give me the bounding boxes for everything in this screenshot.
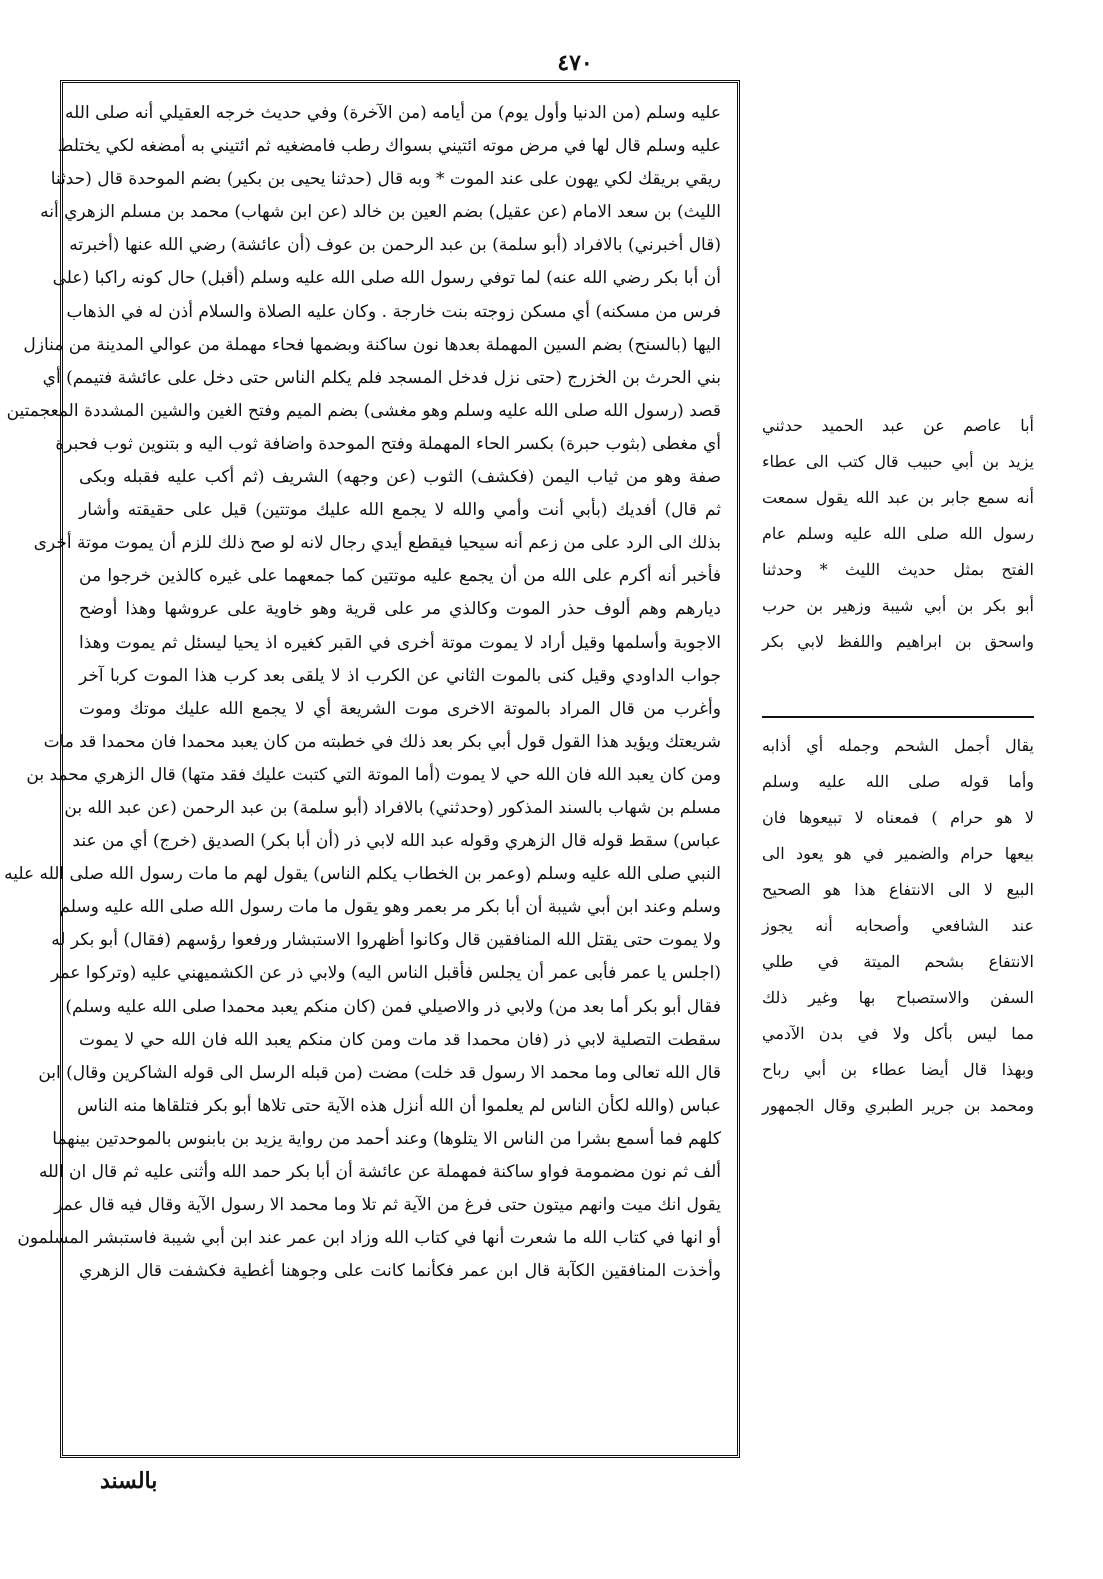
text-line: شريعتك ويؤيد هذا القول قول أبي بكر بعد ذلك في خطبته من كان يعبد محمدا فان محمدا قد مات xyxy=(43,731,721,752)
text-line: الفتح بمثل حديث الليث * وحدثنا xyxy=(762,560,1034,579)
text-line: عند الشافعي وأصحابه أنه يجوز xyxy=(762,916,1034,935)
text-line: بيعها حرام والضمير في هو يعود الى xyxy=(762,844,1034,863)
text-line: يزيد بن أبي حبيب قال كتب الى عطاء xyxy=(762,452,1034,471)
text-line: أبو بكر بن أبي شيبة وزهير بن حرب xyxy=(762,596,1034,615)
text-line: السفن والاستصباح بها وغير ذلك xyxy=(762,988,1034,1007)
margin-text-bottom xyxy=(762,718,1034,1134)
text-line: اليها (بالسنح) بضم السين المهملة بعدها نون ساكنة وبضمها فحاء مهملة من عوالي المدينة من منازل xyxy=(23,334,721,355)
page-number: ٤٧٠ xyxy=(557,50,593,76)
text-line: واسحق بن ابراهيم واللفظ لابي بكر xyxy=(762,632,1034,651)
text-line: وسلم وعند ابن أبي شيبة أن أبا بكر مر بعمر وهو يقول ما مات رسول الله صلى الله عليه وسلم xyxy=(59,897,721,918)
text-line: صفة وهو من ثياب اليمن (فكشف) الثوب (عن وجهه) الشريف (ثم أكب عليه فقبله وبكى xyxy=(79,467,721,488)
text-line: يقول انك ميت وانهم ميتون حتى فرغ من الآية ثم تلا وما محمد الا رسول الآية وقال فيه قال عمر xyxy=(54,1195,721,1216)
text-line: النبي صلى الله عليه وسلم (وعمر بن الخطاب يكلم الناس) يقول لهم ما مات رسول الله صلى الله عليه xyxy=(4,864,721,885)
text-line: وبهذا قال أيضا عطاء بن أبي رباح xyxy=(762,1060,1034,1079)
text-line: (قال أخبرني) بالافراد (أبو سلمة) بن عبد الرحمن بن عوف (أن عائشة) رضي الله عنها (أخبرته xyxy=(69,235,721,256)
text-line: الاجوبة وأسلمها وقيل أراد لا يموت موتة أخرى في القبر كغيره اذ يحيا ليسئل ثم يموت وهذا xyxy=(79,632,721,653)
text-line: وأغرب من قال المراد بالموتة الاخرى موت الشريعة أي لا يجمع الله عليك موتك وموت xyxy=(79,698,721,719)
text-line: قصد (رسول الله صلى الله عليه وسلم وهو مغشى) بضم الميم وفتح الغين والشين المشددة المعجمتين xyxy=(6,400,721,421)
text-line: ألف ثم نون مضمومة فواو ساكنة فمهملة عن عائشة أن أبا بكر حمد الله وأثنى عليه ثم قال ان الله xyxy=(38,1162,721,1182)
text-line: جواب الداودي وقيل كنى بالموت الثاني عن الكرب اذ لا يلقى بعد كرب هذا الموت كربا آخر xyxy=(79,665,721,686)
text-line: بذلك الى الرد على من زعم أنه سيحيا فيقطع أيدي رجال لانه لو صح ذلك للزم أن يموت موتة أخرى xyxy=(33,533,721,554)
text-line: ديارهم وهم ألوف حذر الموت وكالذي مر على قرية وهو خاوية على عروشها وهذا أوضح xyxy=(79,599,721,620)
text-line: عباس) سقط قوله قال الزهري وقوله عبد الله لابي ذر (أن أبا بكر) الصديق (خرج) أي من عند xyxy=(72,831,721,852)
text-line: أنه سمع جابر بن عبد الله يقول سمعت xyxy=(762,488,1034,507)
text-line: ومحمد بن جرير الطبري وقال الجمهور xyxy=(762,1096,1034,1115)
margin-text-top xyxy=(762,400,1034,718)
text-line: أو انها في كتاب الله ما شعرت أنها في كتاب الله وزاد ابن عمر عند ابن أبي شيبة فاستبشر المسلمون xyxy=(17,1228,721,1249)
text-line: ومن كان يعبد الله فان الله حي لا يموت (أما الموتة التي كتبت عليك فقد متها) قال الزهري محمد بن xyxy=(26,764,721,785)
text-line: مسلم بن شهاب بالسند المذكور (وحدثني) بالافراد (أبو سلمة) بن عبد الرحمن (عن عبد الله بن xyxy=(64,797,721,818)
text-line: فقال أبو بكر أما بعد من) ولابي ذر والاصيلي فمن (كان منكم يعبد محمدا صلى الله عليه وسلم) xyxy=(65,996,721,1017)
text-line: سقطت التصلية لابي ذر (فان محمدا قد مات ومن كان منكم يعبد الله فان الله حي لا يموت xyxy=(79,1029,721,1050)
text-line: الليث) بن سعد الامام (عن عقيل) بضم العين بن خالد (عن ابن شهاب) محمد بن مسلم الزهري أنه xyxy=(40,202,721,223)
text-line: بني الحرث بن الخزرج (حتى نزل فدخل المسجد فلم يكلم الناس حتى دخل على عائشة فتيمم) أي xyxy=(42,367,721,388)
text-line: ولا يموت حتى يقتل الله المنافقين قال وكانوا أظهروا الاستبشار ورفعوا رؤسهم (فقال) أبو بكر له xyxy=(51,930,721,951)
text-line: يقال أجمل الشحم وجمله أي أذابه xyxy=(762,736,1034,755)
text-line: كلهم فما أسمع بشرا من الناس الا يتلوها) وعند أحمد من رواية يزيد بن بابنوس بالموحدتين بينهما xyxy=(52,1128,721,1149)
text-line: البيع لا الى الانتفاع هذا هو الصحيح xyxy=(762,880,1034,899)
text-line: وأخذت المنافقين الكآبة قال ابن عمر فكأنما كانت على وجوهنا أغطية فكشفت قال الزهري xyxy=(79,1261,721,1282)
text-line: وأما قوله صلى الله عليه وسلم xyxy=(762,772,1034,791)
text-line: ريقي بريقك لكي يهون على عند الموت * وبه قال (حدثنا يحيى بن بكير) بضم الموحدة قال (حدثنا xyxy=(50,169,721,190)
main-text-frame xyxy=(4,80,740,1458)
text-line: عليه وسلم قال لها في مرض موته ائتيني بسواك رطب فامضغيه ثم ائتيني به أمضغه لكي يختلط xyxy=(57,136,721,157)
text-line: عباس (والله لكأن الناس لم يعلموا أن الله أنزل هذه الآية حتى تلاها أبو بكر فتلقاها منه الناس xyxy=(77,1095,721,1116)
text-line: فأخبر أنه أكرم على الله من أن يجمع عليه موتتين كما جمعهما على غيره كالذين خرجوا من xyxy=(79,566,721,587)
text-line: فرس من مسكنه) أي مسكن زوجته بنت خارجة . وكان عليه الصلاة والسلام أذن له في الذهاب xyxy=(66,301,721,322)
text-line: ثم قال) أفديك (بأبي أنت وأمي والله لا يجمع الله عليك موتتين) قيل على حقيقته وأشار xyxy=(79,500,721,521)
text-line: عليه وسلم (من الدنيا وأول يوم) من أيامه (من الآخرة) وفي حديث خرجه العقيلي أنه صلى الله xyxy=(65,103,721,123)
catchword: بالسند xyxy=(100,1468,158,1494)
text-line: الانتفاع بشحم الميتة في طلي xyxy=(762,952,1034,971)
text-line: (اجلس يا عمر فأبى عمر أن يجلس فأقبل الناس اليه) ولابي ذر عن الكشميهني عليه (وتركوا عمر xyxy=(51,963,721,984)
text-line: رسول الله صلى الله عليه وسلم عام xyxy=(762,524,1034,543)
text-line: أبا عاصم عن عبد الحميد حدثني xyxy=(762,416,1034,435)
text-line: أن أبا بكر رضي الله عنه) لما توفي رسول الله صلى الله عليه وسلم (أقبل) حال كونه راكبا (على xyxy=(52,268,721,289)
text-line: لا هو حرام ) فمعناه لا تبيعوها فان xyxy=(762,808,1034,827)
text-line: مما ليس بأكل ولا في بدن الآدمي xyxy=(762,1024,1034,1043)
margin-commentary-frame xyxy=(762,400,1034,1115)
text-line: أي مغطى (بثوب حبرة) بكسر الحاء المهملة وفتح الموحدة واضافة ثوب اليه و بتنوين ثوب فحبرة xyxy=(55,433,721,454)
text-line: قال الله تعالى وما محمد الا رسول قد خلت) مضت (من قبله الرسل الى قوله الشاكرين وقال) ابن xyxy=(38,1062,721,1083)
